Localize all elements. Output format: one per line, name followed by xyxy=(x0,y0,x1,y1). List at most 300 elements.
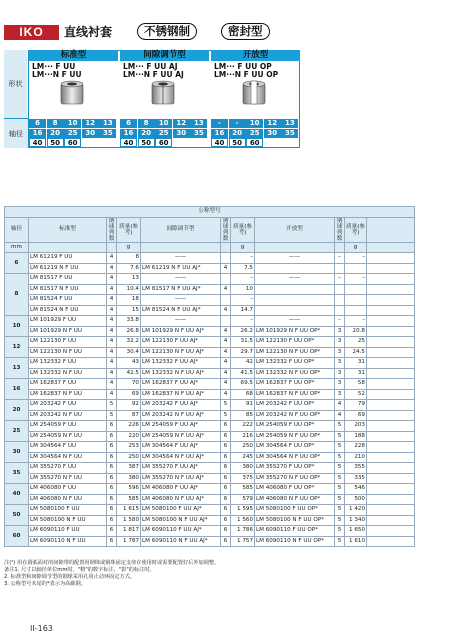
cell-mass: 245 xyxy=(231,452,255,463)
cell-balls: 5 xyxy=(335,452,345,463)
cell-balls xyxy=(221,253,231,264)
cell-mass: 32.2 xyxy=(117,337,141,348)
cell-adjustable: LM 122130 N F UU AJ* xyxy=(141,347,221,358)
cell-standard: LM 304564 F UU xyxy=(29,442,107,453)
table-row xyxy=(5,494,415,505)
cell-standard: LM 162837 F UU xyxy=(29,379,107,390)
th-mass-adj: 质量(参考) xyxy=(231,217,255,242)
cell-balls: 3 xyxy=(335,358,345,369)
cell-mass: 30.4 xyxy=(117,347,141,358)
th-mass-std: 质量(参考) xyxy=(117,217,141,242)
group-model: LM··· F UU AJ xyxy=(123,62,178,71)
cell-open: LM 132332 N F UU OP* xyxy=(255,368,335,379)
cell-balls: 5 xyxy=(107,410,117,421)
diameter-cell: 10 xyxy=(246,119,263,128)
cell-mass: 228 xyxy=(345,442,367,453)
cell-standard: LM 132332 N F UU xyxy=(29,368,107,379)
cell-open xyxy=(255,263,335,274)
group-title: 开放型 xyxy=(211,50,300,61)
cell-mass: 250 xyxy=(117,452,141,463)
th-unit-blank xyxy=(335,242,345,253)
th-shaft: 轴径 xyxy=(5,217,29,242)
cell-mass: 355 xyxy=(345,463,367,474)
cell-balls: 3 xyxy=(335,389,345,400)
cell-standard: LM 406080 N F UU xyxy=(29,494,107,505)
cell-standard: LM 101929 F UU xyxy=(29,316,107,327)
cell-balls: 6 xyxy=(107,463,117,474)
group-model: LM···N F UU AJ xyxy=(123,70,184,79)
badge-stainless: 不锈钢制 xyxy=(137,23,197,40)
cell-mass: 26.8 xyxy=(117,326,141,337)
cell-balls: 6 xyxy=(107,526,117,537)
cell-balls: 4 xyxy=(221,347,231,358)
cell-balls: 6 xyxy=(107,452,117,463)
cell-adjustable: LM 5080100 F UU AJ* xyxy=(141,505,221,516)
cell-standard: LM 5080100 N F UU xyxy=(29,515,107,526)
cell-balls: 6 xyxy=(221,431,231,442)
cell-mass: 226 xyxy=(117,421,141,432)
cell-adjustable: —— xyxy=(141,253,221,264)
table-row xyxy=(5,316,415,327)
th-unit-mm: mm xyxy=(5,242,29,253)
cell-mass: 1 340 xyxy=(345,515,367,526)
table-row xyxy=(5,536,415,547)
diameter-cell: 50 xyxy=(47,138,64,147)
cell-adjustable: —— xyxy=(141,316,221,327)
cell-mass: 58 xyxy=(345,379,367,390)
cell-mass: 26.2 xyxy=(231,326,255,337)
cell-balls: 4 xyxy=(107,337,117,348)
cell-mass: 579 xyxy=(231,494,255,505)
cell-mass: 585 xyxy=(231,484,255,495)
cell-mass: 92 xyxy=(117,400,141,411)
cell-mass: 1 420 xyxy=(345,505,367,516)
cell-adjustable: LM 406080 N F UU AJ* xyxy=(141,494,221,505)
th-standard: 标准型 xyxy=(29,217,107,242)
cell-balls: 5 xyxy=(335,536,345,547)
cell-balls: 4 xyxy=(107,295,117,306)
cell-adjustable: LM 6090110 N F UU AJ* xyxy=(141,536,221,547)
th-unit-blank xyxy=(255,242,335,253)
th-unit-g: g xyxy=(117,242,141,253)
cell-mass: 15 xyxy=(117,305,141,316)
cell-open: LM 304564 F UU OP* xyxy=(255,442,335,453)
diameter-cell: 35 xyxy=(99,129,116,138)
cell-mass: 375 xyxy=(231,473,255,484)
diameter-cell: 40 xyxy=(211,138,228,147)
cell-standard: LM 254059 N F UU xyxy=(29,431,107,442)
cell-adjustable: LM 406080 F UU AJ* xyxy=(141,484,221,495)
cell-mass: 7.5 xyxy=(231,263,255,274)
cell-shaft: 60 xyxy=(5,526,29,547)
cell-mass: 52 xyxy=(345,389,367,400)
cell-standard: LM 81524 F UU xyxy=(29,295,107,306)
cell-balls: 6 xyxy=(107,515,117,526)
cell-mass: – xyxy=(231,295,255,306)
cell-open: —— xyxy=(255,316,335,327)
page-title: 直线衬套 xyxy=(64,25,113,39)
table-row xyxy=(5,305,415,316)
cell-open: LM 6090110 N F UU OP* xyxy=(255,536,335,547)
cell-adjustable: LM 162837 N F UU AJ* xyxy=(141,389,221,400)
cell-balls: 4 xyxy=(107,284,117,295)
table-row xyxy=(5,337,415,348)
page-number: II-163 xyxy=(30,624,53,633)
cell-mass: 14.7 xyxy=(231,305,255,316)
cell-balls: 4 xyxy=(221,263,231,274)
cell-mass: – xyxy=(231,274,255,285)
cell-standard: LM 6090110 F UU xyxy=(29,526,107,537)
cell-standard: LM 5080100 F UU xyxy=(29,505,107,516)
cell-balls: 4 xyxy=(221,368,231,379)
cell-balls: 5 xyxy=(221,400,231,411)
table-row xyxy=(5,421,415,432)
cell-balls: 5 xyxy=(335,526,345,537)
cell-balls: 4 xyxy=(221,389,231,400)
cell-balls: – xyxy=(335,253,345,264)
table-row xyxy=(5,379,415,390)
cell-balls: – xyxy=(335,274,345,285)
diameter-cell: 35 xyxy=(190,129,207,138)
cell-adjustable: LM 304564 F UU AJ* xyxy=(141,442,221,453)
cell-balls: 4 xyxy=(107,316,117,327)
table-row xyxy=(5,442,415,453)
cell-mass: 42.5 xyxy=(117,368,141,379)
cell-standard: LM 355270 F UU xyxy=(29,463,107,474)
cell-mass xyxy=(345,263,367,274)
note-line: 备注1. 尺寸以轴径单位mm时，"精"的数字标注，"影"的标注时。 xyxy=(4,567,155,573)
cell-open: LM 304564 N F UU OP* xyxy=(255,452,335,463)
cell-balls: 4 xyxy=(107,305,117,316)
cell-open: LM 5080100 F UU OP* xyxy=(255,505,335,516)
diameter-cell: 12 xyxy=(264,119,281,128)
cell-open xyxy=(255,295,335,306)
cell-adjustable: —— xyxy=(141,274,221,285)
cell-adjustable: LM 81517 N F UU AJ* xyxy=(141,284,221,295)
cell-balls: 4 xyxy=(335,400,345,411)
cell-balls: – xyxy=(335,316,345,327)
cell-standard: LM 304564 N F UU xyxy=(29,452,107,463)
cell-standard: LM 203242 N F UU xyxy=(29,410,107,421)
cell-balls: 6 xyxy=(107,494,117,505)
th-adjustable: 间隙调节型 xyxy=(141,217,221,242)
diameter-cell: 8 xyxy=(138,119,155,128)
cell-balls: 4 xyxy=(107,274,117,285)
cell-balls: 6 xyxy=(221,536,231,547)
cell-adjustable: LM 355270 F UU AJ* xyxy=(141,463,221,474)
cell-standard: LM 162837 N F UU xyxy=(29,389,107,400)
table-row xyxy=(5,253,415,264)
cell-standard: LM 81517 N F UU xyxy=(29,284,107,295)
cell-adjustable: —— xyxy=(141,295,221,306)
cell-mass: – xyxy=(231,316,255,327)
diameter-cell: 30 xyxy=(173,129,190,138)
group-model: LM··· F UU xyxy=(32,62,76,71)
diameter-cell: 13 xyxy=(281,119,298,128)
cell-balls xyxy=(335,295,345,306)
cell-mass: 10.4 xyxy=(117,284,141,295)
cell-balls: 6 xyxy=(221,494,231,505)
cell-standard: LM 254059 F UU xyxy=(29,421,107,432)
cell-balls: 5 xyxy=(107,400,117,411)
shape-label: 形状 xyxy=(4,50,28,118)
cell-mass: 596 xyxy=(117,484,141,495)
cell-mass: 31 xyxy=(345,368,367,379)
cell-mass: 7.6 xyxy=(117,263,141,274)
cell-blank xyxy=(367,473,415,484)
cell-blank xyxy=(367,484,415,495)
cell-standard: LM 132332 F UU xyxy=(29,358,107,369)
cell-balls: 6 xyxy=(107,484,117,495)
cell-mass: 70 xyxy=(117,379,141,390)
cell-standard: LM 122130 F UU xyxy=(29,337,107,348)
diameter-cell: - xyxy=(229,119,246,128)
cell-shaft: 10 xyxy=(5,316,29,337)
th-unit-blank xyxy=(141,242,221,253)
cell-blank xyxy=(367,389,415,400)
cell-mass xyxy=(345,305,367,316)
badge-sealed: 密封型 xyxy=(221,23,270,40)
group-model: LM··· F UU OP xyxy=(214,62,272,71)
cell-mass: 1 787 xyxy=(117,536,141,547)
nominal-model-header: 公称型号 xyxy=(5,207,415,218)
th-unit-blank xyxy=(29,242,107,253)
cell-standard: LM 406080 F UU xyxy=(29,484,107,495)
cell-balls: 4 xyxy=(221,284,231,295)
cell-mass: 29.7 xyxy=(231,347,255,358)
cell-mass xyxy=(345,284,367,295)
cell-blank xyxy=(367,253,415,264)
cell-mass: 18 xyxy=(117,295,141,306)
th-balls-std: 钢球列数 xyxy=(107,217,117,242)
table-row xyxy=(5,410,415,421)
cell-blank xyxy=(367,526,415,537)
cell-balls: 6 xyxy=(107,431,117,442)
cell-standard: LM 203242 F UU xyxy=(29,400,107,411)
cell-open: LM 132332 F UU OP* xyxy=(255,358,335,369)
cell-adjustable: LM 122130 F UU AJ* xyxy=(141,337,221,348)
cell-mass: 216 xyxy=(231,431,255,442)
cell-mass: 335 xyxy=(345,473,367,484)
cell-balls: 5 xyxy=(335,431,345,442)
cell-shaft: 6 xyxy=(5,253,29,274)
cell-mass: 1 560 xyxy=(231,515,255,526)
cell-blank xyxy=(367,536,415,547)
cell-mass: 1 757 xyxy=(231,536,255,547)
cell-balls: 4 xyxy=(221,358,231,369)
table-row xyxy=(5,326,415,337)
cell-standard: LM 101929 N F UU xyxy=(29,326,107,337)
diameter-cell: 13 xyxy=(99,119,116,128)
cell-balls: 6 xyxy=(221,442,231,453)
table-row xyxy=(5,505,415,516)
table-row xyxy=(5,526,415,537)
cell-mass: 1 595 xyxy=(231,505,255,516)
cell-blank xyxy=(367,263,415,274)
cell-standard: LM 122130 N F UU xyxy=(29,347,107,358)
cell-mass: 210 xyxy=(345,452,367,463)
cell-balls: 3 xyxy=(335,368,345,379)
cell-balls: 6 xyxy=(221,473,231,484)
cell-standard: LM 6090110 N F UU xyxy=(29,536,107,547)
table-row xyxy=(5,484,415,495)
cell-balls: 3 xyxy=(335,379,345,390)
cell-balls: 6 xyxy=(221,452,231,463)
cell-balls: 6 xyxy=(221,515,231,526)
cell-balls: 6 xyxy=(107,505,117,516)
cell-balls: 5 xyxy=(335,494,345,505)
overview-group xyxy=(120,50,209,148)
cell-mass: 222 xyxy=(231,421,255,432)
diameter-label: 轴径 xyxy=(4,118,28,148)
cell-shaft: 50 xyxy=(5,505,29,526)
diameter-cell: 25 xyxy=(64,129,81,138)
diameter-cell: 30 xyxy=(82,129,99,138)
group-title: 间隙调节型 xyxy=(120,50,209,61)
diameter-cell: 12 xyxy=(82,119,99,128)
cell-open: LM 101929 N F UU OP* xyxy=(255,326,335,337)
cell-balls: 4 xyxy=(221,326,231,337)
cell-mass: 1 615 xyxy=(117,505,141,516)
cell-open: LM 203242 F UU OP* xyxy=(255,400,335,411)
cell-mass: 1 817 xyxy=(117,526,141,537)
cell-adjustable: LM 132332 N F UU AJ* xyxy=(141,368,221,379)
cell-blank xyxy=(367,400,415,411)
cell-standard: LM 81524 N F UU xyxy=(29,305,107,316)
table-row xyxy=(5,452,415,463)
diameter-cell: 10 xyxy=(155,119,172,128)
diameter-cell: 6 xyxy=(120,119,137,128)
cell-blank xyxy=(367,337,415,348)
cell-adjustable: LM 6090110 F UU AJ* xyxy=(141,526,221,537)
diameter-cell: 16 xyxy=(29,129,46,138)
cell-blank xyxy=(367,368,415,379)
diameter-cell: 25 xyxy=(246,129,263,138)
cell-mass: 31 xyxy=(345,358,367,369)
th-unit-g: g xyxy=(345,242,367,253)
cell-balls: 4 xyxy=(107,368,117,379)
diameter-cell: 60 xyxy=(155,138,172,147)
note-line: 2. 标准型和间隙调节型的钢球采用孔用止动环固定方式。 xyxy=(4,574,136,580)
cell-mass: 13 xyxy=(117,274,141,285)
overview-group xyxy=(29,50,118,148)
group-model: LM···N F UU OP xyxy=(214,70,279,79)
cell-open: LM 5080100 N F UU OP* xyxy=(255,515,335,526)
cell-mass: 250 xyxy=(231,442,255,453)
diameter-cell: 8 xyxy=(47,119,64,128)
cell-blank xyxy=(367,431,415,442)
diameter-cell: 40 xyxy=(29,138,46,147)
cell-blank xyxy=(367,379,415,390)
spec-table-wrap xyxy=(4,206,414,547)
diameter-cell: 13 xyxy=(190,119,207,128)
cell-balls: 6 xyxy=(107,421,117,432)
cell-adjustable: LM 81524 N F UU AJ* xyxy=(141,305,221,316)
cell-blank xyxy=(367,274,415,285)
cell-mass: 1 650 xyxy=(345,526,367,537)
cell-mass: 69 xyxy=(345,410,367,421)
cell-balls: 4 xyxy=(107,263,117,274)
cell-shaft: 40 xyxy=(5,484,29,505)
th-open: 开放型 xyxy=(255,217,335,242)
group-title: 标准型 xyxy=(29,50,118,61)
cell-mass: 33.8 xyxy=(117,316,141,327)
diameter-cell: 35 xyxy=(281,129,298,138)
cell-mass: 25 xyxy=(345,337,367,348)
cell-balls xyxy=(221,316,231,327)
th-blank xyxy=(367,217,415,242)
cell-open: LM 122130 N F UU OP* xyxy=(255,347,335,358)
cell-mass: 87 xyxy=(117,410,141,421)
cell-blank xyxy=(367,421,415,432)
cell-balls: 3 xyxy=(335,337,345,348)
cell-mass: 546 xyxy=(345,484,367,495)
cell-shaft: 35 xyxy=(5,463,29,484)
cell-open: LM 355270 F UU OP* xyxy=(255,463,335,474)
table-row xyxy=(5,358,415,369)
cell-standard: LM 61219 N F UU xyxy=(29,263,107,274)
cell-balls: 5 xyxy=(221,410,231,421)
cell-blank xyxy=(367,442,415,453)
diameter-cell: 50 xyxy=(138,138,155,147)
cell-mass: 68 xyxy=(231,389,255,400)
cell-balls: 6 xyxy=(221,526,231,537)
cell-blank xyxy=(367,515,415,526)
cell-standard: LM 81517 F UU xyxy=(29,274,107,285)
cell-open: LM 254059 N F UU OP* xyxy=(255,431,335,442)
cell-balls: 6 xyxy=(221,505,231,516)
cell-balls xyxy=(335,263,345,274)
diameter-cell: 25 xyxy=(155,129,172,138)
bearing-icon xyxy=(239,80,269,108)
cell-open: LM 254059 F UU OP* xyxy=(255,421,335,432)
cell-balls: 6 xyxy=(221,421,231,432)
cell-balls: 4 xyxy=(221,305,231,316)
cell-blank xyxy=(367,463,415,474)
cell-mass: 585 xyxy=(117,494,141,505)
cell-open: LM 406080 F UU OP* xyxy=(255,484,335,495)
cell-blank xyxy=(367,410,415,421)
cell-balls: 3 xyxy=(335,326,345,337)
note-line: 3. 公称型号末尾的*表示为高碳钢。 xyxy=(4,581,86,587)
cell-mass: 203 xyxy=(345,421,367,432)
cell-open: —— xyxy=(255,274,335,285)
cell-balls: 4 xyxy=(335,410,345,421)
cell-mass: 20.8 xyxy=(345,326,367,337)
cell-mass: 69 xyxy=(117,389,141,400)
cell-adjustable: LM 254059 F UU AJ* xyxy=(141,421,221,432)
table-row xyxy=(5,389,415,400)
cell-blank xyxy=(367,347,415,358)
table-row xyxy=(5,368,415,379)
cell-mass: 387 xyxy=(117,463,141,474)
diameter-cell: 50 xyxy=(229,138,246,147)
cell-balls: 4 xyxy=(107,253,117,264)
cell-mass: 79 xyxy=(345,400,367,411)
cell-mass: – xyxy=(345,274,367,285)
cell-open: LM 406080 N F UU OP* xyxy=(255,494,335,505)
cell-balls xyxy=(335,284,345,295)
diameter-cell: 60 xyxy=(246,138,263,147)
cell-mass: – xyxy=(345,316,367,327)
th-unit-blank xyxy=(221,242,231,253)
cell-shaft: 20 xyxy=(5,400,29,421)
cell-mass: 188 xyxy=(345,431,367,442)
th-mass-open: 质量(参考) xyxy=(345,217,367,242)
cell-mass xyxy=(345,295,367,306)
cell-balls: 4 xyxy=(221,337,231,348)
cell-mass: – xyxy=(345,253,367,264)
